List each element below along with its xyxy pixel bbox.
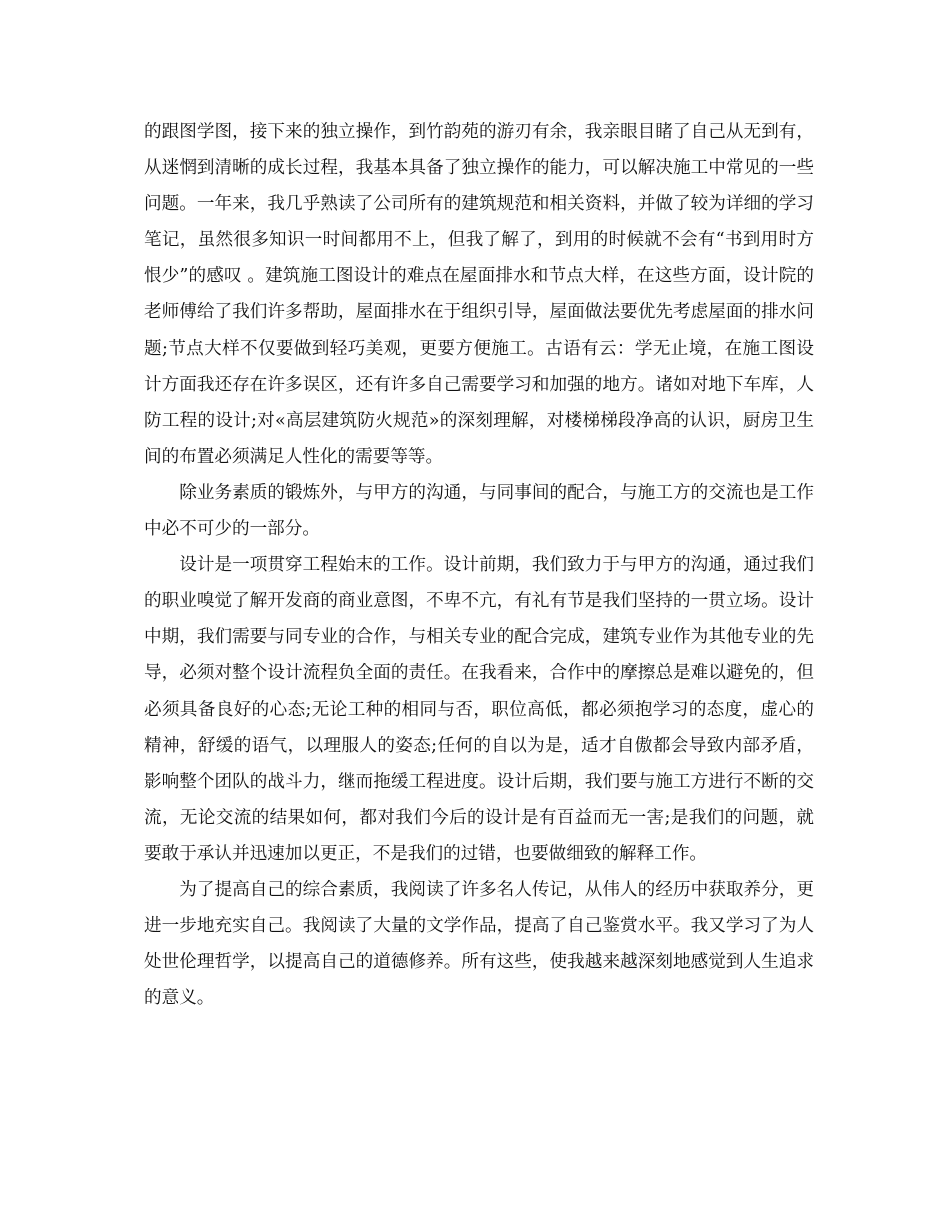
- paragraph-4: 为了提高自己的综合素质，我阅读了许多名人传记，从伟人的经历中获取养分，更进一步地充实自己。我阅读了大量的文学作品，提高了自己鉴赏水平。我又学习了为人处世伦理哲学，以提高自己的道德修养。所有这些，使我越来越深刻地感觉到人生追求的意义。: [144, 879, 814, 1009]
- paragraph-1: 的跟图学图，接下来的独立操作，到竹韵苑的游刃有余，我亲眼目睹了自己从无到有，从迷惘到清晰的成长过程，我基本具备了独立操作的能力，可以解决施工中常见的一些问题。一年来，我几乎熟读了公司所有的建筑规范和相关资料，并做了较为详细的学习笔记，虽然很多知识一时间都用不上，但我了解了，到用的时候就不会有“书到用时方恨少”的感叹 。建筑施工图设计的难点在屋面排水和节点大样，在这些方面，设计院的老师傅给了我们许多帮助，屋面排水在于组织引导，屋面做法要优先考虑屋面的排水问题;节点大样不仅要做到轻巧美观，更要方便施工。古语有云：学无止境，在施工图设计方面我还存在许多误区，还有许多自己需要学习和加强的地方。诸如对地下车库，人防工程的设计;对«高层建筑防火规范»的深刻理解，对楼梯梯段净高的认识，厨房卫生间的布置必须满足人性化的需要等等。: [144, 122, 814, 467]
- document-body: [144, 114, 814, 1016]
- paragraph-2: 除业务素质的锻炼外，与甲方的沟通，与同事间的配合，与施工方的交流也是工作中必不可少的一部分。: [144, 482, 814, 540]
- paragraph-3: 设计是一项贯穿工程始末的工作。设计前期，我们致力于与甲方的沟通，通过我们的职业嗅觉了解开发商的商业意图，不卑不亢，有礼有节是我们坚持的一贯立场。设计中期，我们需要与同专业的合作，与相关专业的配合完成，建筑专业作为其他专业的先导，必须对整个设计流程负全面的责任。在我看来，合作中的摩擦总是难以避免的，但必须具备良好的心态;无论工种的相同与否，职位高低，都必须抱学习的态度，虚心的精神，舒缓的语气，以理服人的姿态;任何的自以为是，适才自傲都会导致内部矛盾，影响整个团队的战斗力，继而拖缓工程进度。设计后期，我们要与施工方进行不断的交流，无论交流的结果如何，都对我们今后的设计是有百益而无一害;是我们的问题，就要敢于承认并迅速加以更正，不是我们的过错，也要做细致的解释工作。: [144, 555, 814, 864]
